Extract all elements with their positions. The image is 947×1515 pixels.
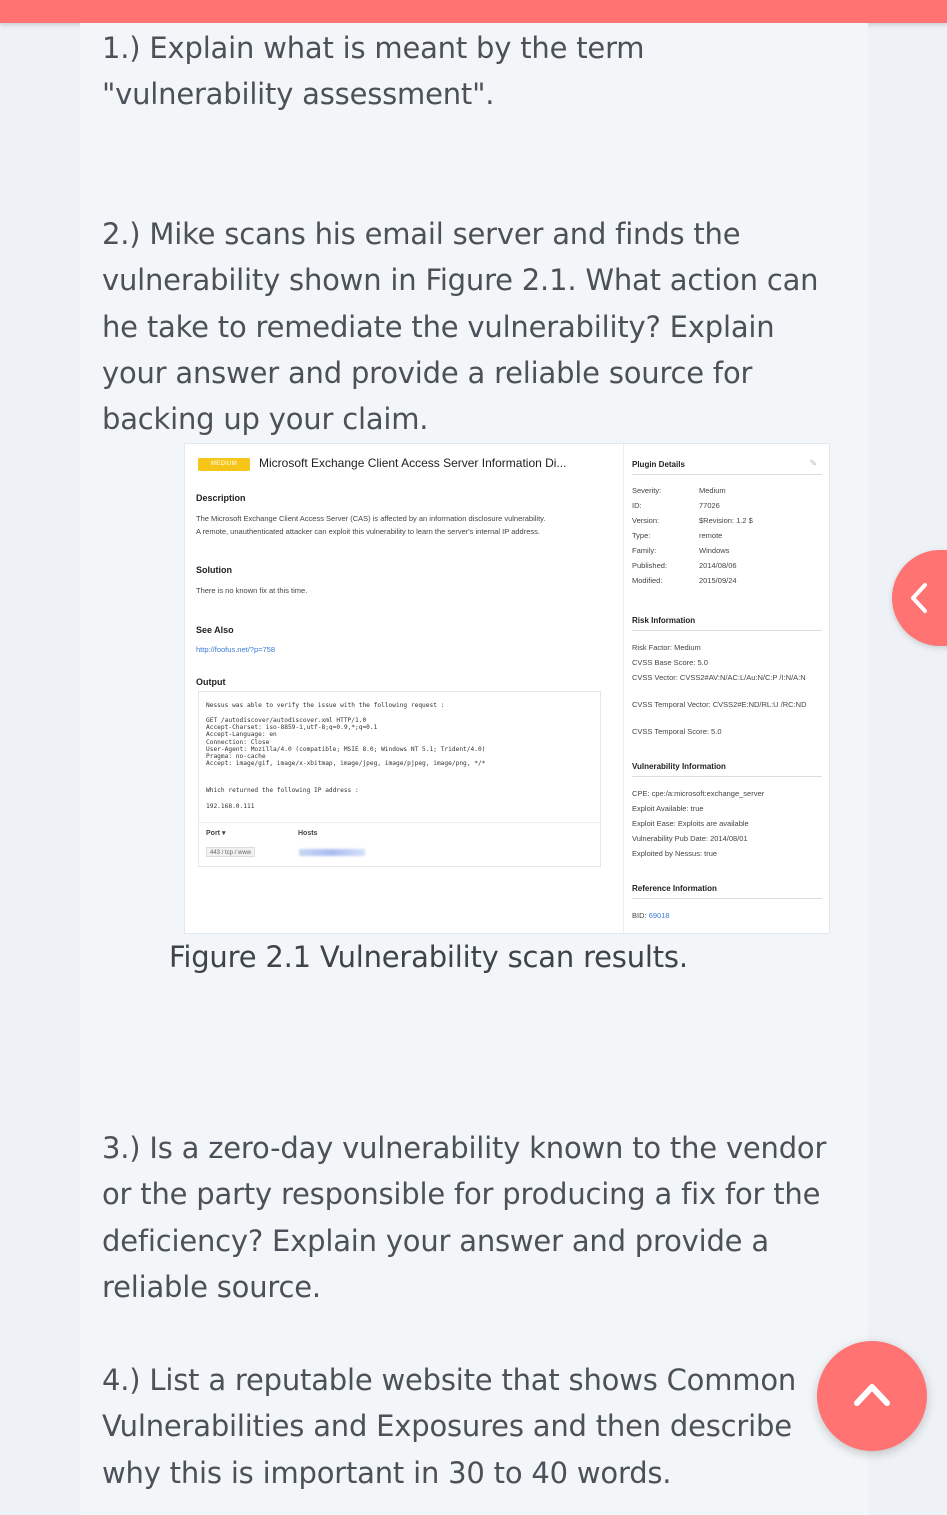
hosts-column-header: Hosts <box>298 830 318 837</box>
detail-key: Type: <box>632 531 651 540</box>
plugin-title: Microsoft Exchange Client Access Server Information Di... <box>259 456 567 470</box>
scroll-to-top-button[interactable] <box>817 1341 927 1451</box>
see-also-link[interactable]: http://foofus.net/?p=758 <box>196 645 276 654</box>
bid-link[interactable]: 69018 <box>648 911 670 920</box>
output-box <box>198 691 601 867</box>
edit-icon[interactable]: ✎ <box>809 458 817 468</box>
detail-key: Version: <box>632 516 660 525</box>
detail-value: 2015/09/24 <box>699 576 737 585</box>
divider <box>632 474 822 475</box>
detail-key: Severity: <box>632 486 662 495</box>
detail-value: 77026 <box>699 501 720 510</box>
solution-text: There is no known fix at this time. <box>196 586 308 595</box>
plugin-details-heading: Plugin Details <box>632 460 685 469</box>
risk-line: CVSS Vector: CVSS2#AV:N/AC:L/Au:N/C:P /I:N/A:N <box>632 673 806 682</box>
plugin-details-panel <box>623 444 823 933</box>
chevron-up-icon <box>853 1381 891 1407</box>
risk-line: CVSS Temporal Vector: CVSS2#E:ND/RL:U /RC:ND <box>632 700 807 709</box>
output-ip: 192.168.0.111 <box>206 803 255 810</box>
detail-key: Published: <box>632 561 668 570</box>
figure-caption: Figure 2.1 Vulnerability scan results. <box>169 940 688 974</box>
detail-key: ID: <box>632 501 642 510</box>
detail-key: Family: <box>632 546 657 555</box>
output-returned: Which returned the following IP address : <box>206 787 359 794</box>
see-also-heading: See Also <box>196 625 234 635</box>
detail-value: Medium <box>699 486 726 495</box>
divider <box>632 630 822 631</box>
description-line-2: A remote, unauthenticated attacker can exploit this vulnerability to learn the server's internal IP address. <box>196 527 540 536</box>
risk-heading: Risk Information <box>632 616 696 625</box>
side-drawer-button[interactable] <box>892 550 947 646</box>
vuln-line: CPE: cpe:/a:microsoft:exchange_server <box>632 789 765 798</box>
question-2: 2.) Mike scans his email server and finds the vulnerability shown in Figure 2.1. What action can he take to remediate the vulnerability? Explain your answer and provide a reliable source for backing up your claim. <box>102 217 819 437</box>
risk-line: Risk Factor: Medium <box>632 643 701 652</box>
top-bar <box>0 0 947 23</box>
solution-heading: Solution <box>196 565 232 575</box>
host-redacted <box>299 849 365 856</box>
detail-key: Modified: <box>632 576 663 585</box>
detail-value: Windows <box>699 546 730 555</box>
reference-line <box>632 910 817 921</box>
divider <box>199 822 600 823</box>
question-3: 3.) Is a zero-day vulnerability known to the vendor or the party responsible for producing a fix for the deficiency? Explain your answer and provide a reliable source. <box>102 1131 827 1304</box>
divider <box>632 898 822 899</box>
question-1: 1.) Explain what is meant by the term "vulnerability assessment". <box>102 31 645 112</box>
output-heading: Output <box>196 677 226 687</box>
plugin-output-panel <box>195 444 605 933</box>
detail-value: $Revision: 1.2 $ <box>699 516 753 525</box>
detail-value: remote <box>699 531 723 540</box>
vuln-line: Exploited by Nessus: true <box>632 849 718 858</box>
question-4: 4.) List a reputable website that shows Common Vulnerabilities and Exposures and then describe why this is important in 30 to 40 words. <box>102 1363 797 1490</box>
port-value: 443 / tcp / www <box>206 847 255 857</box>
reference-label: BID: <box>632 911 647 920</box>
vuln-line: Exploit Ease: Exploits are available <box>632 819 749 828</box>
vuln-line: Exploit Available: true <box>632 804 704 813</box>
chevron-left-icon <box>908 582 930 614</box>
divider <box>632 776 822 777</box>
description-line-1: The Microsoft Exchange Client Access Server (CAS) is affected by an information disclosure vulnerability. <box>196 514 546 523</box>
figure-2-1-scan-results <box>184 443 830 934</box>
detail-value: 2014/08/06 <box>699 561 737 570</box>
output-intro: Nessus was able to verify the issue with the following request : <box>206 702 445 709</box>
risk-line: CVSS Temporal Score: 5.0 <box>632 727 722 736</box>
output-request: GET /autodiscover/autodiscover.xml HTTP/1.0 Accept-Charset: iso-8859-1,utf-8;q=0.9,*;q=0.1 Accept-Language: en Connection: Close User-Agent: Mozilla/4.0 (compatible; MSIE 8.0; Windows NT 5.1; Trident/4.0) Pragma: no-cache Accept: image/gif, image/x-xbitmap, image/jpeg, image/pjpeg, image/png, */* <box>206 717 486 768</box>
severity-badge: MEDIUM <box>198 458 250 471</box>
port-column-header[interactable]: Port ▾ <box>206 830 226 837</box>
risk-line: CVSS Base Score: 5.0 <box>632 658 708 667</box>
vulnerability-heading: Vulnerability Information <box>632 762 726 771</box>
description-heading: Description <box>196 493 246 503</box>
reference-heading: Reference Information <box>632 884 717 893</box>
vuln-line: Vulnerability Pub Date: 2014/08/01 <box>632 834 748 843</box>
